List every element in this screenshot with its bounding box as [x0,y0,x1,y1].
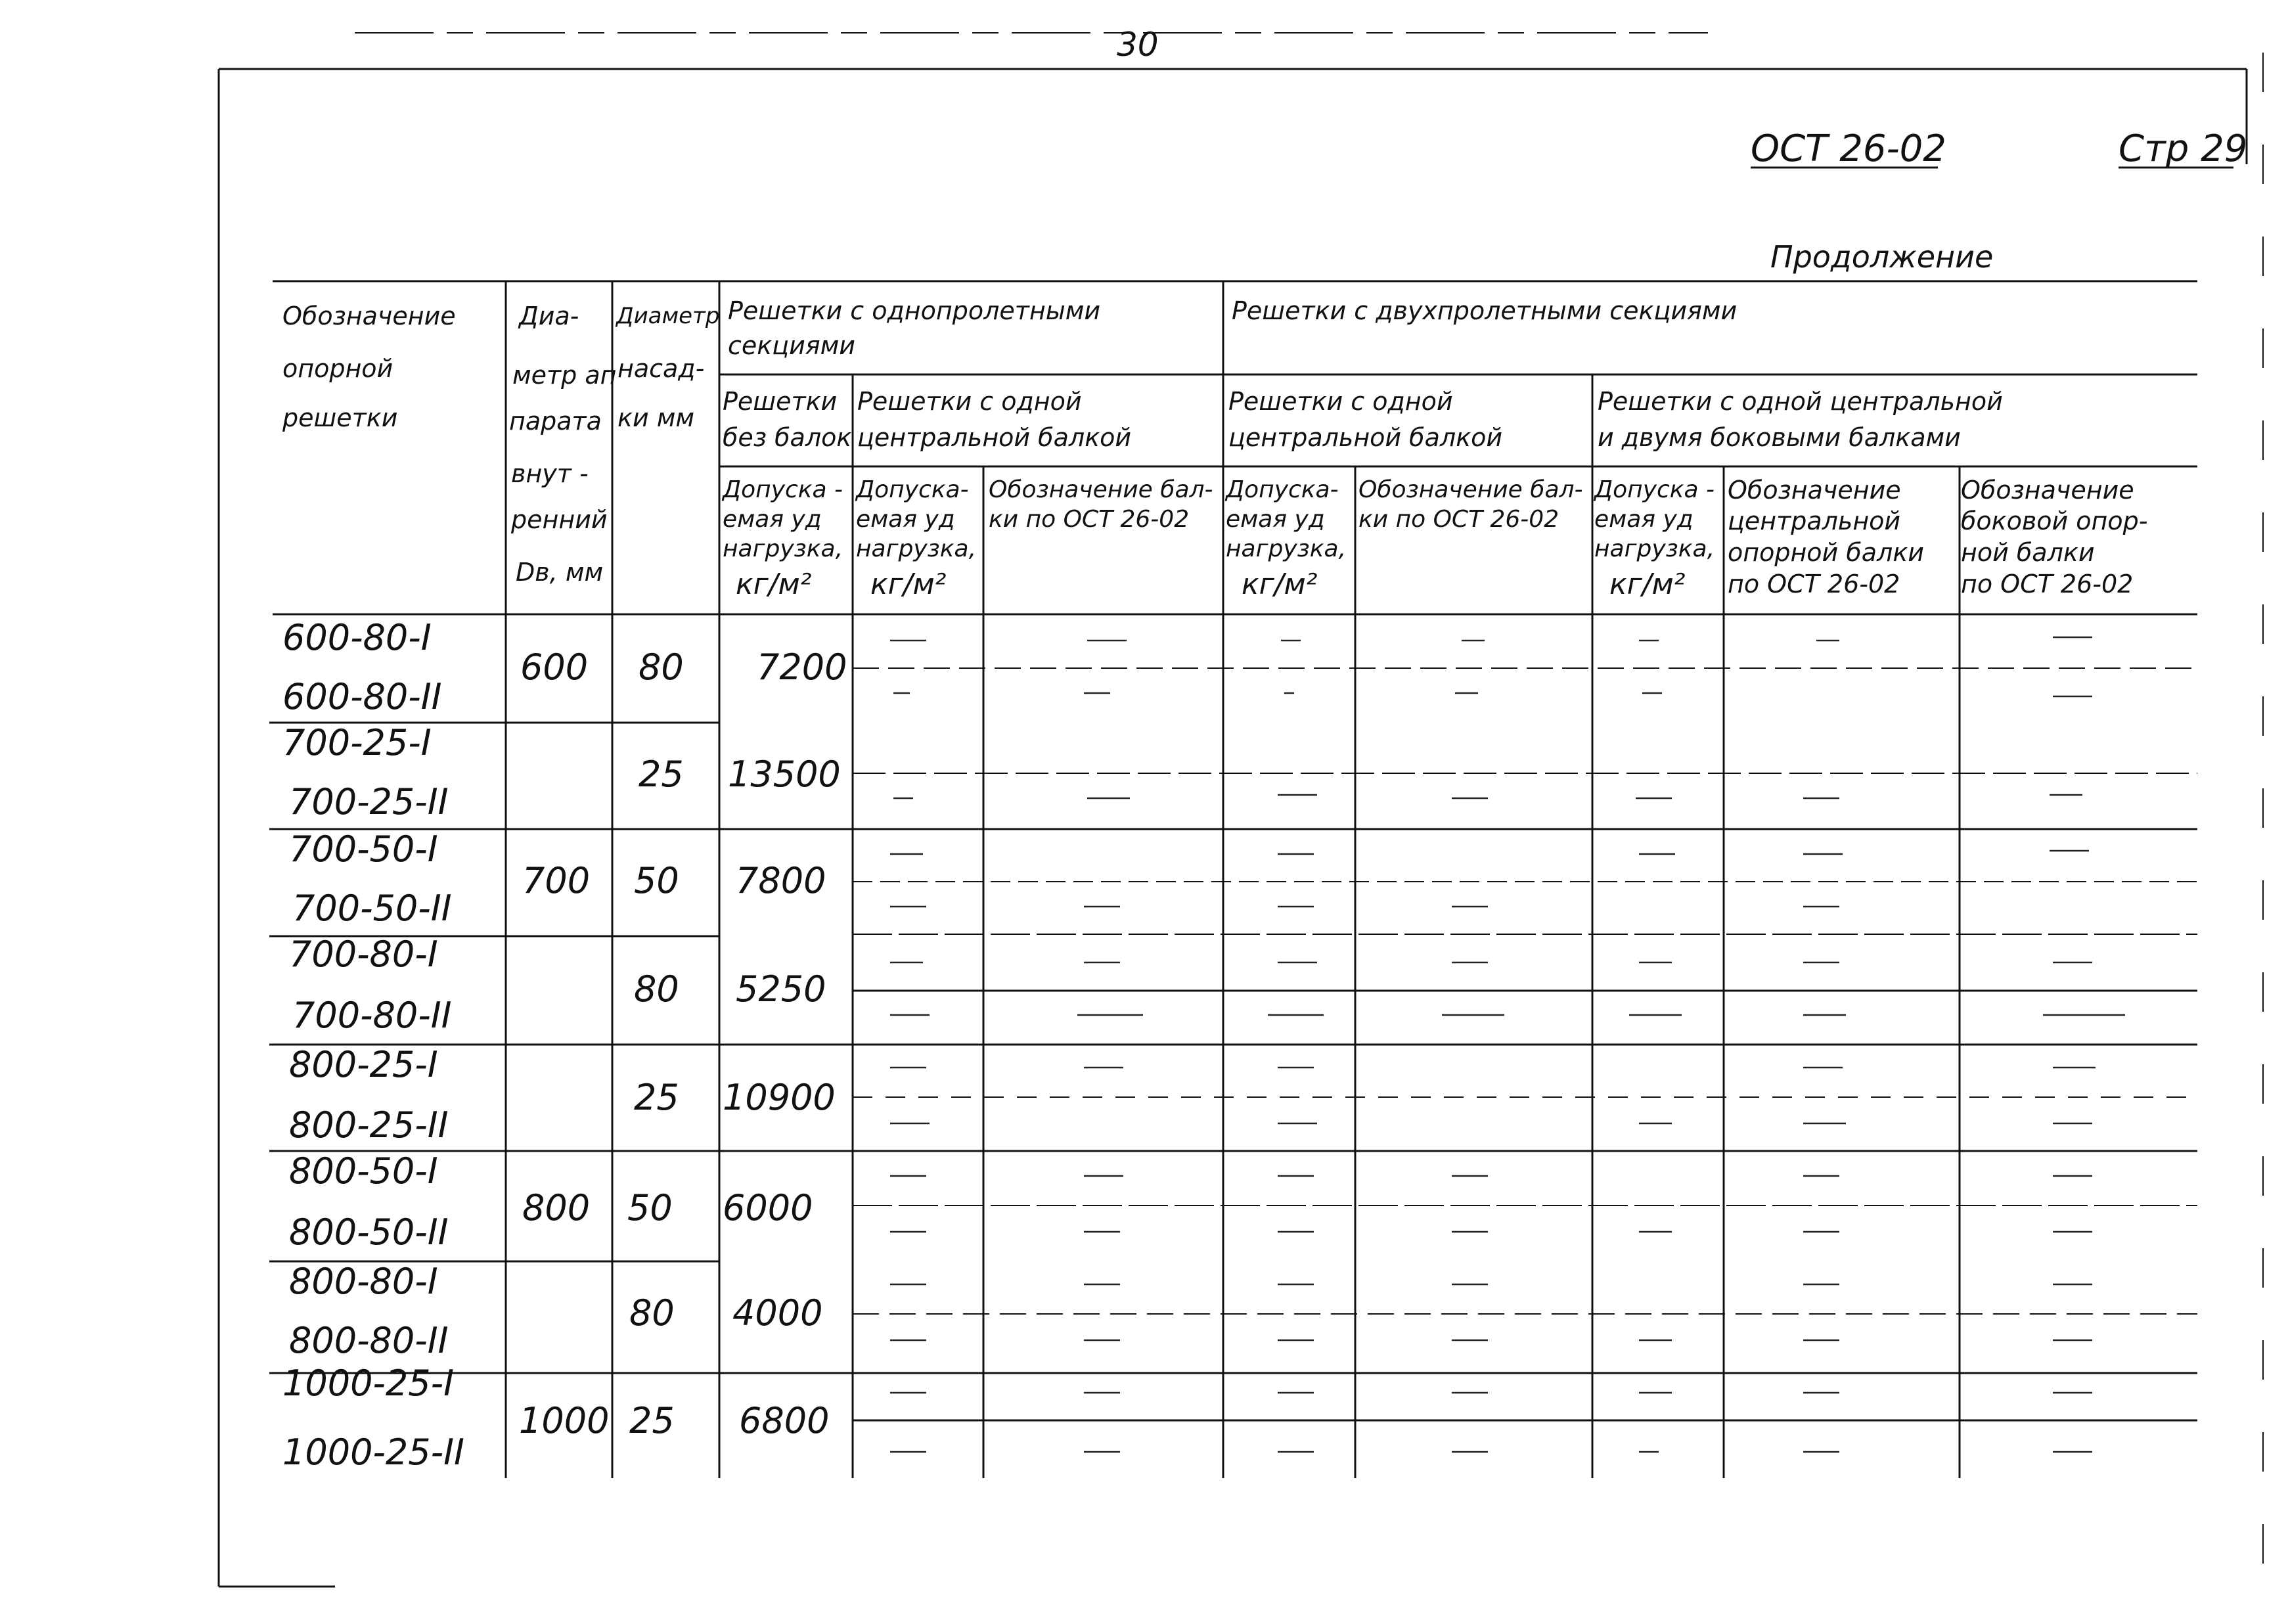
row-load: 13500 [728,754,841,795]
row-diameter-nozzle: 80 [639,646,684,688]
row-load: 6800 [739,1400,830,1441]
row-load: 4000 [732,1292,823,1334]
page-ref: Стр 29 [2119,127,2248,170]
continuation-label: Продолжение [1770,239,1994,275]
row-diameter-nozzle: 80 [634,968,679,1010]
row-code: 800-25-II [289,1104,449,1146]
row-code: 700-50-I [289,828,438,870]
row-diameter-app: 800 [522,1187,591,1229]
row-code: 700-80-I [289,934,438,975]
row-code: 700-25-II [289,781,449,823]
row-code: 600-80-II [282,676,442,717]
row-code: 800-50-II [289,1211,449,1253]
row-code: 700-50-II [292,888,452,929]
row-diameter-app: 1000 [519,1400,610,1441]
row-diameter-nozzle: 50 [634,860,679,901]
row-code: 1000-25-I [282,1363,455,1404]
row-code: 800-80-I [289,1261,438,1302]
header-double-span: Решетки с двухпролетными секциями [1232,296,1738,325]
row-code: 800-50-I [289,1150,438,1192]
row-code: 1000-25-II [282,1432,464,1473]
page-number: 30 [1117,26,1159,64]
row-load: 6000 [723,1187,813,1229]
row-code: 800-80-II [289,1320,449,1361]
row-diameter-app: 700 [522,860,591,901]
row-diameter-nozzle: 25 [634,1077,679,1118]
row-code: 700-80-II [292,995,452,1036]
row-load: 10900 [723,1077,836,1118]
row-diameter-nozzle: 50 [627,1187,673,1229]
row-code: 800-25-I [289,1044,438,1085]
row-code: 600-80-I [282,617,432,658]
row-load: 7800 [736,860,826,901]
row-load: 5250 [736,968,826,1010]
row-diameter-nozzle: 25 [639,754,684,795]
row-diameter-app: 600 [520,646,589,688]
row-diameter-nozzle: 80 [629,1292,675,1334]
doc-code: ОСТ 26-02 [1751,127,1946,170]
row-code: 700-25-I [282,722,432,763]
row-diameter-nozzle: 25 [629,1400,675,1441]
row-load: 7200 [757,646,847,688]
